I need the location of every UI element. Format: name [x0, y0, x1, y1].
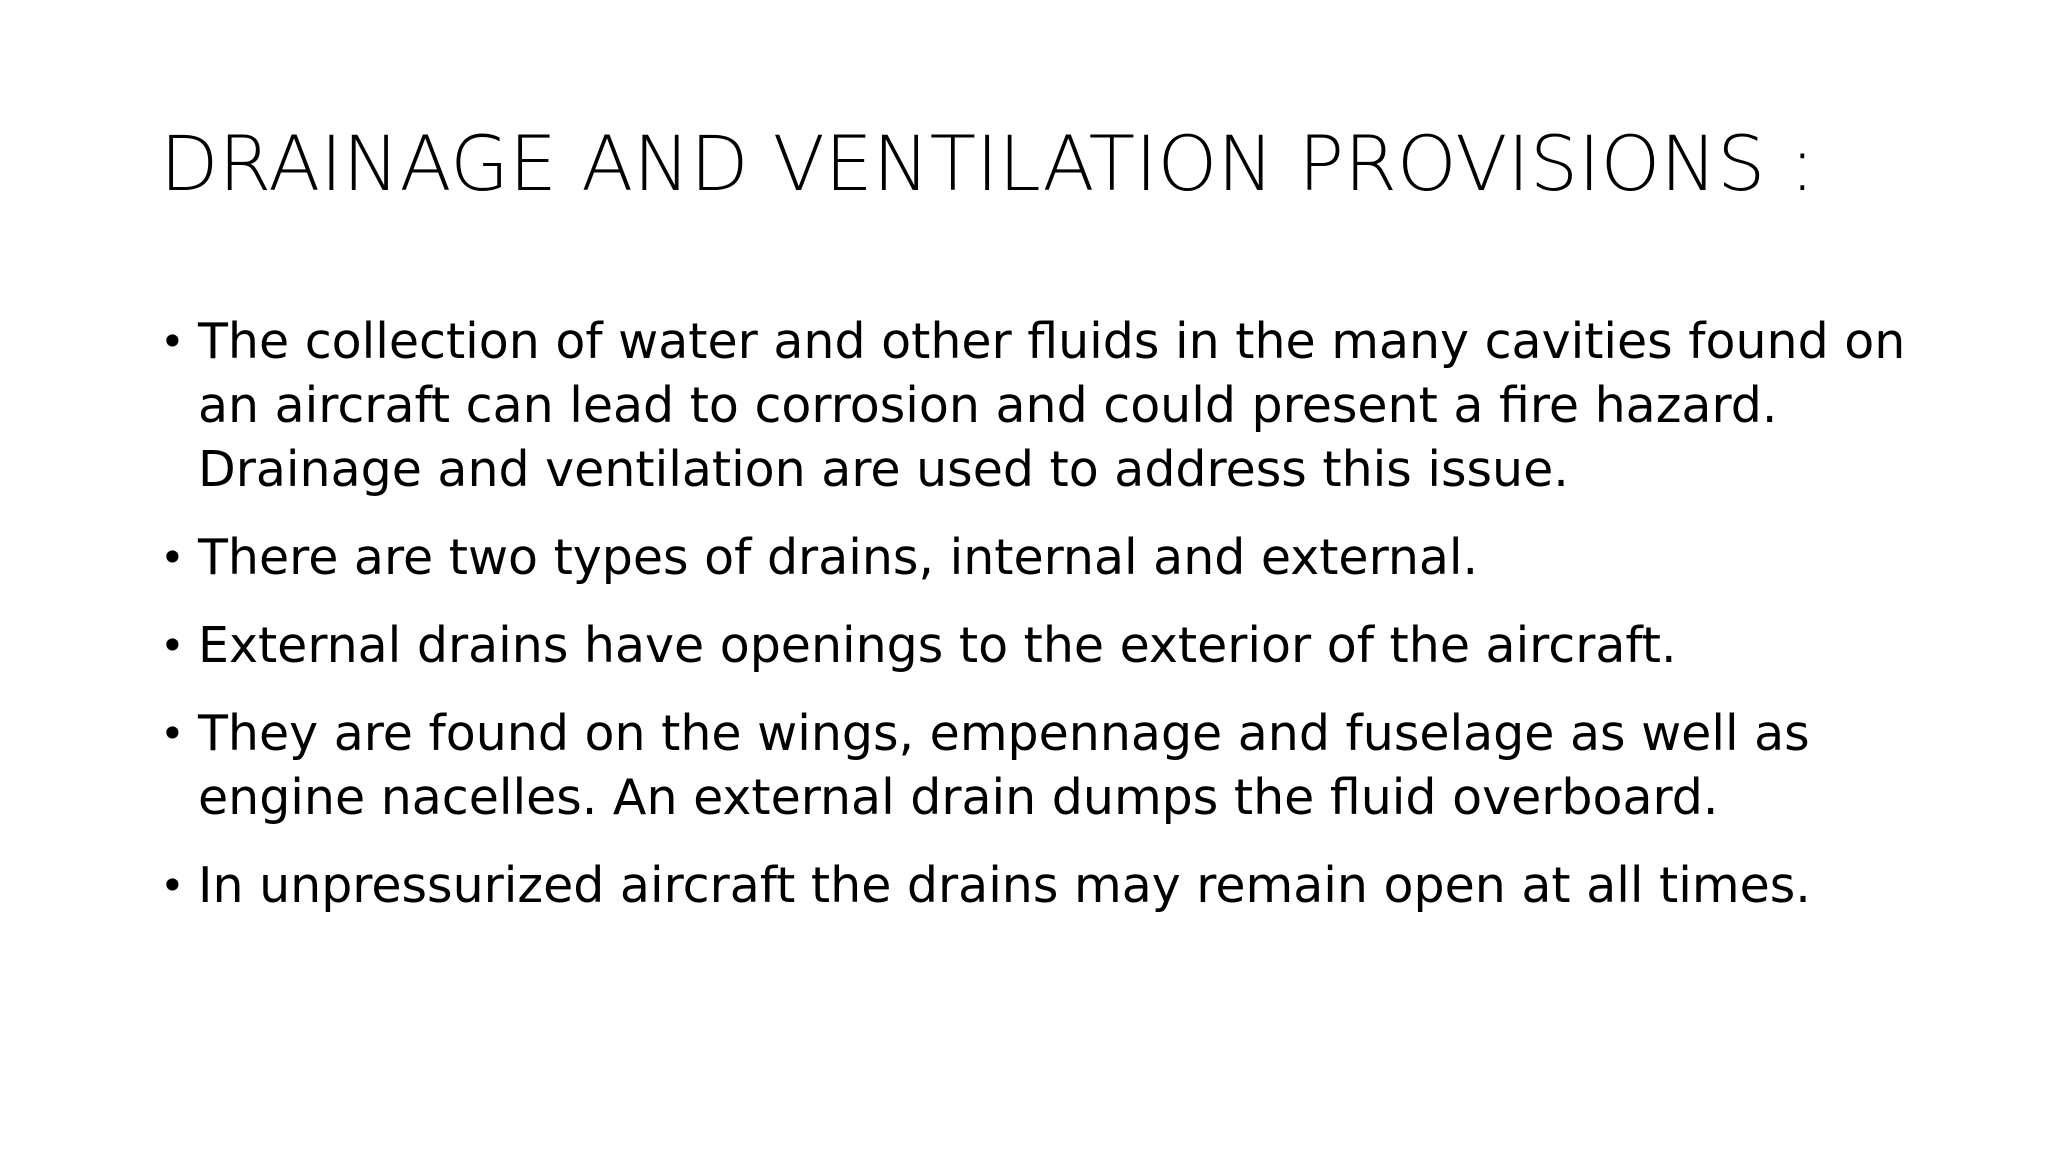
bullet-dot-icon: • — [160, 709, 185, 758]
bullet-item — [160, 854, 1920, 918]
bullet-item — [160, 310, 1920, 502]
bullet-list — [160, 310, 1920, 942]
bullet-text: External drains have openings to the exterior of the aircraft. — [198, 617, 1677, 674]
bullet-text: In unpressurized aircraft the drains may remain open at all times. — [198, 857, 1811, 914]
bullet-text: They are found on the wings, empennage and fuselage as well as engine nacelles. An external drain dumps the fluid overboard. — [198, 705, 1810, 826]
bullet-dot-icon: • — [160, 621, 185, 670]
bullet-dot-icon: • — [160, 533, 185, 582]
slide-title: DRAINAGE AND VENTILATION PROVISIONS : — [160, 119, 1816, 208]
bullet-text: The collection of water and other fluids in the many cavities found on an aircraft can lead to corrosion and could present a fire hazard. Drainage and ventilation are used to address this issue. — [198, 313, 1906, 498]
bullet-item — [160, 702, 1920, 830]
bullet-text: There are two types of drains, internal and external. — [198, 529, 1479, 586]
bullet-dot-icon: • — [160, 861, 185, 910]
bullet-item — [160, 614, 1920, 678]
bullet-dot-icon: • — [160, 317, 185, 366]
bullet-item — [160, 526, 1920, 590]
